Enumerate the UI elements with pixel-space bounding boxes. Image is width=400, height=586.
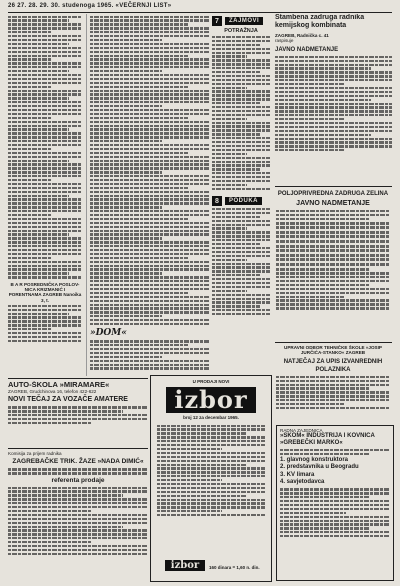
industry-job-3: 3. KV limara — [280, 471, 315, 478]
industry-job-ad — [276, 425, 394, 581]
divider — [8, 448, 148, 449]
knitwear-intro: Komisija za prijem radnika — [8, 451, 62, 456]
housing-coop-city: ZAGREB, Radnička c. 41 — [275, 33, 329, 38]
housing-coop-note: raspisuje — [275, 38, 294, 44]
industry-title: »SKOM« INDUSTRIJA I KOVNICA »GREBEČKI MARKO« — [280, 433, 375, 447]
section-number: 8 — [212, 196, 222, 206]
industry-job-4: 4. savjetodavca — [280, 479, 325, 486]
izbor-magazine-ad — [150, 375, 272, 582]
knitwear-heading: referenta prodaje — [51, 476, 105, 484]
driving-school-city: ZAGREB, Grudchinova 16, telefon 422-622 — [8, 389, 97, 394]
izbor-top-line: U PRODAJI NOVI — [192, 379, 230, 384]
housing-coop-title: Stambena zadruga radnika kemijskog kombinata — [275, 14, 365, 29]
industry-intro: RADNA ZAJEDNICA — [280, 428, 323, 433]
industry-job-2: 2. predstavnika u Beogradu — [280, 464, 359, 471]
loans-tuition-column — [212, 14, 270, 364]
izbor-small-logo: izbor — [165, 560, 205, 571]
izbor-issue-date: broj 12 za decembar 1965. — [183, 415, 239, 420]
technical-school-title: UPRAVNI ODBOR TEHNIČKE ŠKOLE »JOSIP JURČIĆA-STANKO« ZAGREB — [284, 345, 382, 356]
loans-section-header — [212, 16, 270, 26]
industry-job-1: 1. glavnog konstruktora — [280, 456, 349, 463]
agricultural-coop-ad — [276, 190, 390, 338]
driving-school-heading: NOVI TEČAJ ZA VOZAČE AMATERE — [8, 396, 128, 404]
tender-ads-column — [275, 14, 392, 184]
agricultural-coop-heading: JAVNO NADMETANJE — [296, 200, 370, 207]
knitwear-factory-ad — [8, 451, 148, 579]
page-header: 26 27. 28. 29. 30. studenoga 1965. «VEČERNJI LIST» — [8, 3, 392, 13]
technical-school-heading: NATJEČAJ ZA UPIS IZVANREDNIH POLAZNIKA — [283, 358, 383, 373]
knitwear-title: ZAGREBAČKE TRIK. ŽAZE »NADA DIMIĆ« — [12, 458, 144, 466]
driving-school-title: AUTO-ŠKOLA »MIRAMARE« — [8, 381, 110, 389]
driving-school-ad — [8, 381, 148, 445]
agricultural-coop-title: POLJOPRIVREDNA ZADRUGA ZELINA — [277, 191, 389, 197]
section-title: ZAJMOVI — [225, 17, 263, 25]
classifieds-column-2 — [86, 14, 210, 376]
classifieds-column-1 — [8, 14, 82, 376]
agency-ad-title: B A R POSREDNIČKA POSLOV-NICA KRIZMANIĆ I PORENTNAMA ZAGREB Nanoika 3, t. — [8, 281, 82, 303]
technical-school-ad — [276, 345, 390, 421]
divider — [275, 342, 392, 343]
section-title: PODUKA — [225, 197, 262, 205]
divider — [8, 378, 148, 379]
izbor-logo: izbor — [166, 387, 256, 413]
dom-ad-title: »DOM« — [90, 328, 127, 339]
divider — [275, 186, 392, 187]
section-subtitle: POTRAŽNJA — [224, 28, 258, 34]
section-number: 7 — [212, 16, 222, 26]
tuition-section-header — [212, 196, 270, 206]
izbor-price: 160 dinara = 1,60 n. din. — [209, 565, 260, 570]
housing-coop-heading: JAVNO NADMETANJE — [275, 46, 339, 53]
